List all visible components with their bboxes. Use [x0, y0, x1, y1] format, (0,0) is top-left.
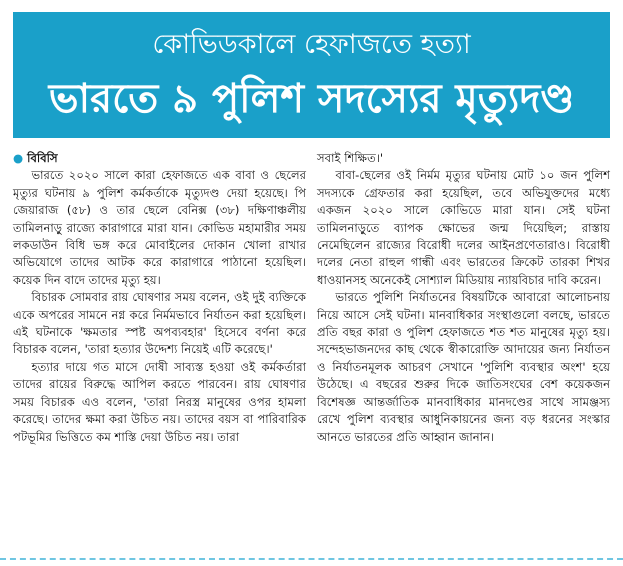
headline: ভারতে ৯ পুলিশ সদস্যের মৃত্যুদণ্ড [48, 76, 575, 122]
paragraph: ভারতে ২০২০ সালে কারা হেফাজতে এক বাবা ও ছেলের মৃত্যুর ঘটনায় ৯ পুলিশ কর্মকর্তাকে মৃত্যুদণ্ড দেয়া হয়েছে। পি জেয়ারাজ (৫৮) ও তার ছেলে বেনিক্স (৩৮) দক্ষিণাঞ্চলীয় তামিলনাড়ু রাজ্যে কারাগারে মারা যান। কোভিড মহামারীর সময় লকডাউন বিধি ভঙ্গ করে মোবাইলের দোকান খোলা রাখার অভিযোগে তাদের আটক করে কারাগারে পাঠানো হয়েছিল। কয়েক দিন বাদে তাদের মৃত্যু হয়। [13, 168, 306, 287]
kicker: কোভিডকালে হেফাজতে হত্যা [152, 29, 471, 60]
headline-banner [13, 12, 610, 138]
paragraph: বাবা-ছেলের ওই নির্মম মৃত্যুর ঘটনায় মোট ১০ জন পুলিশ সদস্যকে গ্রেফতার করা হয়েছিল, তবে অভিযুক্তদের মধ্যে একজন ২০২০ সালে কোভিডে মারা যান। সেই ঘটনা তামিলনাড়ুতে ব্যাপক ক্ষোভের জন্ম দিয়েছিল; রাস্তায় নেমেছিলেন রাজ্যের বিরোধী দলের আইনপ্রণেতারাও। বিরোধী দলের নেতা রাহুল গান্ধী এবং ভারতের ক্রিকেট তারকা শিখর ধাওয়ানসহ অনেকেই সোশ্যাল মিডিয়ায় ন্যায়বিচার দাবি করেন। [317, 168, 610, 287]
paragraph: ভারতে পুলিশি নির্যাতনের বিষয়টিকে আবারো আলোচনায় নিয়ে আসে সেই ঘটনা। মানবাধিকার সংস্থাগুলো বলছে, ভারতে প্রতি বছর কারা ও পুলিশ হেফাজতে শত শত মানুষের মৃত্যু হয়। সন্দেহভাজনদের কাছ থেকে স্বীকারোক্তি আদায়ের জন্য নির্যাতন ও নির্যাতনমূলক আচরণ সেখানে 'পুলিশি ব্যবস্থার অংশ' হয়ে উঠেছে। এ বছরের শুরুর দিকে জাতিসংঘের বেশ কয়েকজন বিশেষজ্ঞ আন্তর্জাতিক মানবাধিকার মানদণ্ডের সাথে সামঞ্জস্য রেখে পুলিশ ব্যবস্থার আধুনিকায়নের জন্য বড় ধরনের সংস্কার আনতে ভারতের প্রতি আহ্বান জানান। [317, 290, 610, 444]
paragraph: হত্যার দায়ে গত মাসে দোষী সাব্যস্ত হওয়া ওই কর্মকর্তারা তাদের রায়ের বিরুদ্ধে আপিল করতে পারবেন। রায় ঘোষণার সময় বিচারক এও বলেন, 'তারা নিরস্ত্র মানুষের ওপর হামলা করেছে। তাদের ক্ষমা করা উচিত নয়। তাদের বয়স বা পারিবারিক পটভূমির ভিত্তিতে কম শাস্তি দেয়া উচিত নয়। তারা [13, 359, 306, 444]
paragraph: সবাই শিক্ষিত।' [317, 151, 384, 165]
article-column-left [13, 150, 306, 446]
bullet-icon: ● [13, 151, 24, 165]
article-column-right [317, 150, 610, 446]
source-label: বিবিসি [27, 151, 58, 165]
bottom-divider [0, 558, 623, 560]
byline [13, 150, 306, 167]
paragraph: বিচারক সোমবার রায় ঘোষণার সময় বলেন, ওই দুই ব্যক্তিকে একে অপরের সামনে নগ্ন করে নির্মমভাবে নির্যাতন করা হয়েছিল। এই ঘটনাকে 'ক্ষমতার স্পষ্ট অপব্যবহার' হিসেবে বর্ণনা করে বিচারক বলেন, 'তারা হত্যার উদ্দেশ্য নিয়েই এটি করেছে।' [13, 290, 306, 357]
